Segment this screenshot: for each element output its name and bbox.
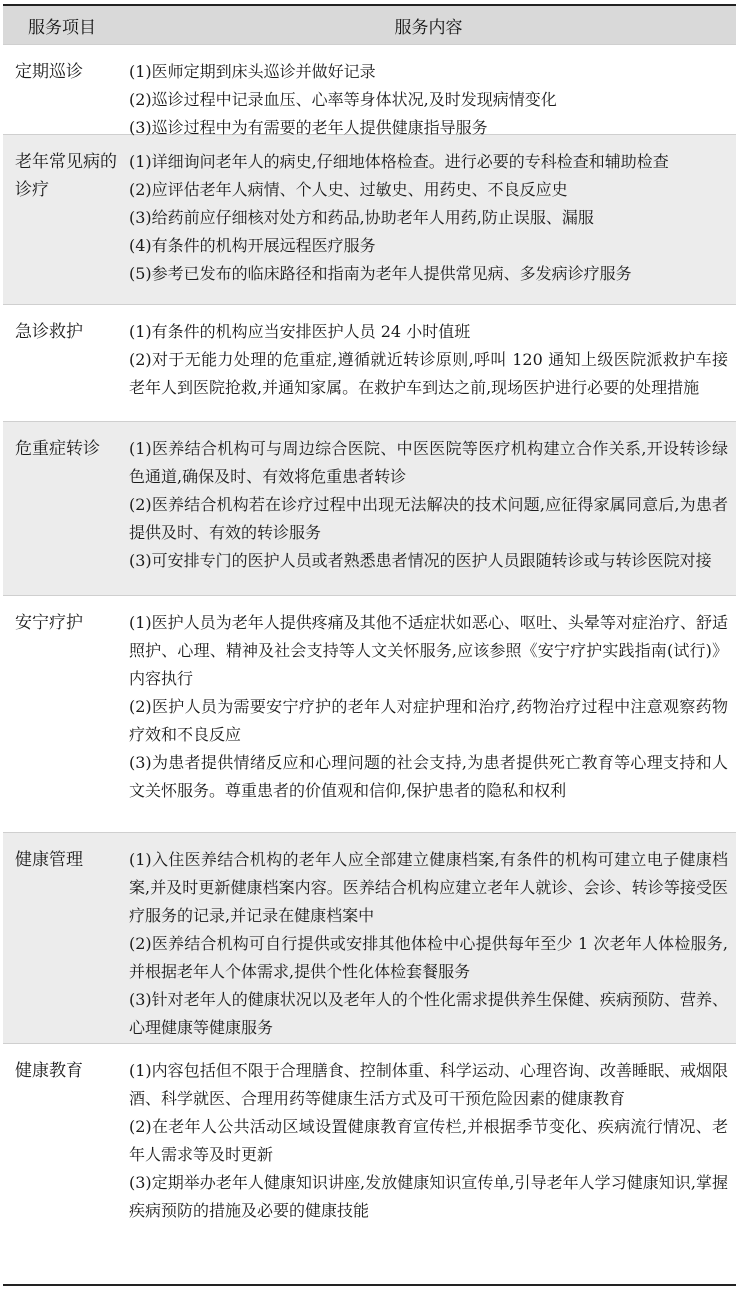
header-service-content: 服务内容 bbox=[394, 17, 463, 38]
service-content-list bbox=[121, 833, 736, 1043]
service-content-item: (5)参考已发布的临床路径和指南为老年人提供常见病、多发病诊疗服务 bbox=[129, 264, 632, 283]
service-content-item: (2)医护人员为需要安宁疗护的老年人对症护理和治疗,药物治疗过程中注意观察药物疗效和不良反应 bbox=[129, 697, 728, 744]
service-content-item: (3)巡诊过程中为有需要的老年人提供健康指导服务 bbox=[129, 118, 488, 137]
service-content-item: (2)巡诊过程中记录血压、心率等身体状况,及时发现病情变化 bbox=[129, 90, 557, 109]
service-item-name: 危重症转诊 bbox=[15, 439, 100, 459]
service-content-list bbox=[121, 45, 736, 137]
table-row bbox=[3, 134, 736, 304]
service-content-item: (3)给药前应仔细核对处方和药品,协助老年人用药,防止误服、漏服 bbox=[129, 208, 594, 227]
service-content-item: (1)有条件的机构应当安排医护人员 24 小时值班 bbox=[129, 322, 471, 341]
table-row bbox=[3, 304, 736, 421]
service-content-item: (1)医师定期到床头巡诊并做好记录 bbox=[129, 62, 376, 81]
service-content-item: (2)对于无能力处理的危重症,遵循就近转诊原则,呼叫 120 通知上级医院派救护车接老年人到医院抢救,并通知家属。在救护车到达之前,现场医护进行必要的处理措施 bbox=[129, 350, 728, 397]
service-content-item: (1)医养结合机构可与周边综合医院、中医医院等医疗机构建立合作关系,开设转诊绿色通道,确保及时、有效将危重患者转诊 bbox=[129, 439, 728, 486]
table-row bbox=[3, 1043, 736, 1235]
header-service-item: 服务项目 bbox=[28, 17, 96, 38]
service-item-name: 安宁疗护 bbox=[15, 613, 83, 633]
service-content-item: (2)应评估老年人病情、个人史、过敏史、用药史、不良反应史 bbox=[129, 180, 568, 199]
service-table bbox=[3, 4, 736, 1235]
service-content-list bbox=[121, 422, 736, 595]
service-item-name: 老年常见病的诊疗 bbox=[15, 152, 117, 200]
service-content-list bbox=[121, 135, 736, 304]
service-item-name: 定期巡诊 bbox=[15, 62, 83, 82]
service-content-list bbox=[121, 596, 736, 832]
service-content-item: (2)医养结合机构若在诊疗过程中出现无法解决的技术问题,应征得家属同意后,为患者提供及时、有效的转诊服务 bbox=[129, 495, 728, 542]
service-content-item: (1)医护人员为老年人提供疼痛及其他不适症状如恶心、呕吐、头晕等对症治疗、舒适照护、心理、精神及社会支持等人文关怀服务,应该参照《安宁疗护实践指南(试行)》内容执行 bbox=[129, 613, 728, 688]
table-bottom-rule bbox=[3, 1284, 736, 1286]
service-content-list bbox=[121, 305, 736, 421]
table-row bbox=[3, 421, 736, 595]
service-content-item: (3)为患者提供情绪反应和心理问题的社会支持,为患者提供死亡教育等心理支持和人文关怀服务。尊重患者的价值观和信仰,保护患者的隐私和权利 bbox=[129, 753, 728, 800]
service-content-item: (3)针对老年人的健康状况以及老年人的个性化需求提供养生保健、疾病预防、营养、心理健康等健康服务 bbox=[129, 990, 728, 1037]
service-content-item: (3)可安排专门的医护人员或者熟悉患者情况的医护人员跟随转诊或与转诊医院对接 bbox=[129, 551, 712, 570]
service-item-name: 健康教育 bbox=[15, 1061, 83, 1081]
table-row bbox=[3, 44, 736, 137]
service-content-item: (1)内容包括但不限于合理膳食、控制体重、科学运动、心理咨询、改善睡眠、戒烟限酒、科学就医、合理用药等健康生活方式及可干预危险因素的健康教育 bbox=[129, 1061, 728, 1108]
service-content-item: (1)详细询问老年人的病史,仔细地体格检查。进行必要的专科检查和辅助检查 bbox=[129, 152, 669, 171]
service-item-name: 急诊救护 bbox=[15, 322, 83, 342]
service-content-item: (1)入住医养结合机构的老年人应全部建立健康档案,有条件的机构可建立电子健康档案,并及时更新健康档案内容。医养结合机构应建立老年人就诊、会诊、转诊等接受医疗服务的记录,并记录在健康档案中 bbox=[129, 850, 728, 925]
table-row bbox=[3, 832, 736, 1043]
service-content-item: (2)医养结合机构可自行提供或安排其他体检中心提供每年至少 1 次老年人体检服务,并根据老年人个体需求,提供个性化体检套餐服务 bbox=[129, 934, 728, 981]
service-item-name: 健康管理 bbox=[15, 850, 83, 870]
table-row bbox=[3, 595, 736, 832]
table-body bbox=[3, 44, 736, 1235]
service-content-item: (4)有条件的机构开展远程医疗服务 bbox=[129, 236, 376, 255]
service-content-item: (3)定期举办老年人健康知识讲座,发放健康知识宣传单,引导老年人学习健康知识,掌握疾病预防的措施及必要的健康技能 bbox=[129, 1173, 728, 1220]
table-header bbox=[3, 6, 736, 44]
service-content-list bbox=[121, 1044, 736, 1235]
service-content-item: (2)在老年人公共活动区域设置健康教育宣传栏,并根据季节变化、疾病流行情况、老年人需求等及时更新 bbox=[129, 1117, 728, 1164]
